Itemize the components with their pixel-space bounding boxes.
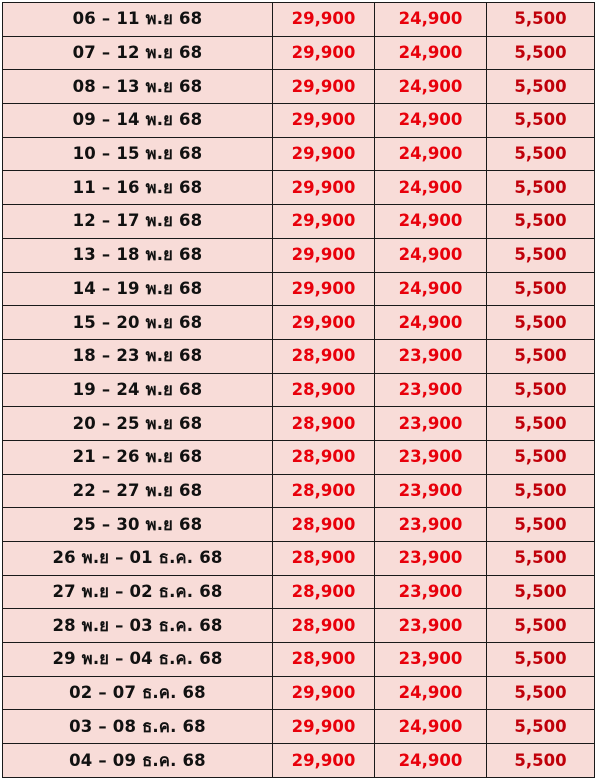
single-supplement-cell: 5,500 xyxy=(487,440,595,474)
single-supplement-cell: 5,500 xyxy=(487,339,595,373)
table-row xyxy=(3,171,595,205)
table-row xyxy=(3,440,595,474)
single-supplement-cell: 5,500 xyxy=(487,205,595,239)
tour-price-table xyxy=(2,2,595,778)
price-child-cell: 23,900 xyxy=(375,373,487,407)
single-supplement-cell: 5,500 xyxy=(487,272,595,306)
travel-date-cell: 29 พ.ย – 04 ธ.ค. 68 xyxy=(3,643,273,677)
table-row xyxy=(3,70,595,104)
single-supplement-cell: 5,500 xyxy=(487,306,595,340)
single-supplement-cell: 5,500 xyxy=(487,171,595,205)
travel-date-cell: 22 – 27 พ.ย 68 xyxy=(3,474,273,508)
price-child-cell: 23,900 xyxy=(375,339,487,373)
travel-date-cell: 28 พ.ย – 03 ธ.ค. 68 xyxy=(3,609,273,643)
price-child-cell: 23,900 xyxy=(375,575,487,609)
table-row xyxy=(3,643,595,677)
single-supplement-cell: 5,500 xyxy=(487,744,595,778)
price-adult-cell: 28,900 xyxy=(273,542,375,576)
table-row xyxy=(3,339,595,373)
price-adult-cell: 29,900 xyxy=(273,70,375,104)
price-child-cell: 23,900 xyxy=(375,508,487,542)
travel-date-cell: 19 – 24 พ.ย 68 xyxy=(3,373,273,407)
table-row xyxy=(3,407,595,441)
price-child-cell: 23,900 xyxy=(375,609,487,643)
price-child-cell: 24,900 xyxy=(375,272,487,306)
price-adult-cell: 29,900 xyxy=(273,676,375,710)
table-row xyxy=(3,676,595,710)
travel-date-cell: 25 – 30 พ.ย 68 xyxy=(3,508,273,542)
travel-date-cell: 04 – 09 ธ.ค. 68 xyxy=(3,744,273,778)
price-table-body xyxy=(3,3,595,778)
travel-date-cell: 02 – 07 ธ.ค. 68 xyxy=(3,676,273,710)
price-child-cell: 24,900 xyxy=(375,238,487,272)
single-supplement-cell: 5,500 xyxy=(487,137,595,171)
price-adult-cell: 29,900 xyxy=(273,3,375,37)
price-child-cell: 23,900 xyxy=(375,643,487,677)
price-adult-cell: 28,900 xyxy=(273,339,375,373)
price-child-cell: 24,900 xyxy=(375,36,487,70)
travel-date-cell: 18 – 23 พ.ย 68 xyxy=(3,339,273,373)
table-row xyxy=(3,3,595,37)
single-supplement-cell: 5,500 xyxy=(487,70,595,104)
single-supplement-cell: 5,500 xyxy=(487,609,595,643)
price-child-cell: 24,900 xyxy=(375,104,487,138)
price-adult-cell: 29,900 xyxy=(273,104,375,138)
single-supplement-cell: 5,500 xyxy=(487,407,595,441)
travel-date-cell: 06 – 11 พ.ย 68 xyxy=(3,3,273,37)
price-adult-cell: 29,900 xyxy=(273,137,375,171)
price-child-cell: 24,900 xyxy=(375,205,487,239)
travel-date-cell: 08 – 13 พ.ย 68 xyxy=(3,70,273,104)
single-supplement-cell: 5,500 xyxy=(487,676,595,710)
price-adult-cell: 28,900 xyxy=(273,575,375,609)
price-adult-cell: 29,900 xyxy=(273,306,375,340)
table-row xyxy=(3,205,595,239)
price-child-cell: 24,900 xyxy=(375,710,487,744)
price-adult-cell: 28,900 xyxy=(273,609,375,643)
table-row xyxy=(3,373,595,407)
price-adult-cell: 28,900 xyxy=(273,643,375,677)
price-child-cell: 23,900 xyxy=(375,542,487,576)
travel-date-cell: 07 – 12 พ.ย 68 xyxy=(3,36,273,70)
travel-date-cell: 10 – 15 พ.ย 68 xyxy=(3,137,273,171)
price-child-cell: 24,900 xyxy=(375,3,487,37)
price-adult-cell: 29,900 xyxy=(273,171,375,205)
price-adult-cell: 29,900 xyxy=(273,272,375,306)
travel-date-cell: 12 – 17 พ.ย 68 xyxy=(3,205,273,239)
price-adult-cell: 28,900 xyxy=(273,407,375,441)
single-supplement-cell: 5,500 xyxy=(487,373,595,407)
table-row xyxy=(3,474,595,508)
table-row xyxy=(3,36,595,70)
travel-date-cell: 26 พ.ย – 01 ธ.ค. 68 xyxy=(3,542,273,576)
single-supplement-cell: 5,500 xyxy=(487,3,595,37)
price-child-cell: 24,900 xyxy=(375,676,487,710)
table-row xyxy=(3,238,595,272)
price-adult-cell: 28,900 xyxy=(273,440,375,474)
travel-date-cell: 14 – 19 พ.ย 68 xyxy=(3,272,273,306)
travel-date-cell: 13 – 18 พ.ย 68 xyxy=(3,238,273,272)
price-child-cell: 23,900 xyxy=(375,474,487,508)
travel-date-cell: 27 พ.ย – 02 ธ.ค. 68 xyxy=(3,575,273,609)
table-row xyxy=(3,542,595,576)
single-supplement-cell: 5,500 xyxy=(487,238,595,272)
travel-date-cell: 03 – 08 ธ.ค. 68 xyxy=(3,710,273,744)
price-adult-cell: 28,900 xyxy=(273,508,375,542)
price-adult-cell: 29,900 xyxy=(273,744,375,778)
price-child-cell: 24,900 xyxy=(375,137,487,171)
table-row xyxy=(3,137,595,171)
price-child-cell: 24,900 xyxy=(375,70,487,104)
travel-date-cell: 21 – 26 พ.ย 68 xyxy=(3,440,273,474)
price-adult-cell: 28,900 xyxy=(273,373,375,407)
price-adult-cell: 28,900 xyxy=(273,474,375,508)
table-row xyxy=(3,744,595,778)
single-supplement-cell: 5,500 xyxy=(487,474,595,508)
travel-date-cell: 15 – 20 พ.ย 68 xyxy=(3,306,273,340)
price-adult-cell: 29,900 xyxy=(273,238,375,272)
price-child-cell: 24,900 xyxy=(375,744,487,778)
single-supplement-cell: 5,500 xyxy=(487,575,595,609)
single-supplement-cell: 5,500 xyxy=(487,710,595,744)
price-child-cell: 24,900 xyxy=(375,306,487,340)
price-child-cell: 23,900 xyxy=(375,440,487,474)
table-row xyxy=(3,508,595,542)
single-supplement-cell: 5,500 xyxy=(487,36,595,70)
table-row xyxy=(3,272,595,306)
table-row xyxy=(3,710,595,744)
single-supplement-cell: 5,500 xyxy=(487,508,595,542)
price-adult-cell: 29,900 xyxy=(273,36,375,70)
price-child-cell: 24,900 xyxy=(375,171,487,205)
price-adult-cell: 29,900 xyxy=(273,710,375,744)
travel-date-cell: 11 – 16 พ.ย 68 xyxy=(3,171,273,205)
single-supplement-cell: 5,500 xyxy=(487,643,595,677)
travel-date-cell: 20 – 25 พ.ย 68 xyxy=(3,407,273,441)
single-supplement-cell: 5,500 xyxy=(487,542,595,576)
table-row xyxy=(3,575,595,609)
price-child-cell: 23,900 xyxy=(375,407,487,441)
table-row xyxy=(3,609,595,643)
travel-date-cell: 09 – 14 พ.ย 68 xyxy=(3,104,273,138)
table-row xyxy=(3,104,595,138)
table-row xyxy=(3,306,595,340)
price-adult-cell: 29,900 xyxy=(273,205,375,239)
single-supplement-cell: 5,500 xyxy=(487,104,595,138)
